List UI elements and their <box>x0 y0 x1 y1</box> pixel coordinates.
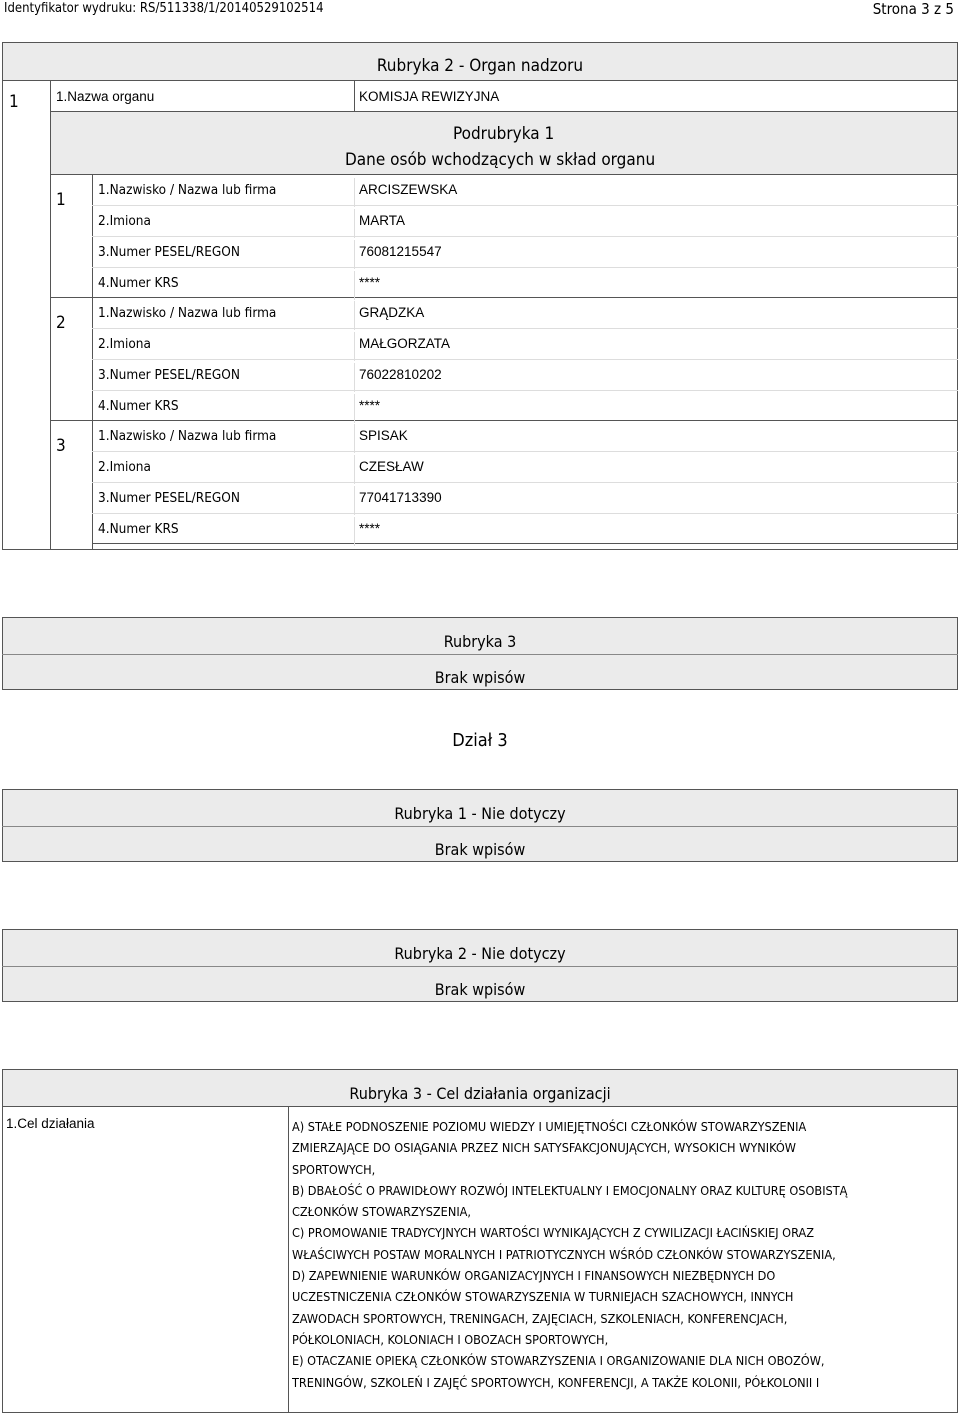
organ-nadzoru-title: Rubryka 2 - Organ nadzoru <box>376 56 584 76</box>
person-field-value: 76081215547 <box>359 244 442 259</box>
print-header <box>0 0 960 18</box>
cel-dzialania-line: CZŁONKÓW STOWARZYSZENIA, <box>292 1204 471 1220</box>
person-field-label: 2.Imiona <box>98 336 151 352</box>
page-number: Strona 3 z 5 <box>872 0 954 18</box>
dzial3-rubryka1-empty: Brak wpisów <box>434 840 526 859</box>
person-field-label: 1.Nazwisko / Nazwa lub firma <box>98 305 277 321</box>
person-field-label: 4.Numer KRS <box>98 275 179 291</box>
person-field-value: ARCISZEWSKA <box>359 182 458 197</box>
cel-dzialania-line: C) PROMOWANIE TRADYCYJNYCH WARTOŚCI WYNIKAJĄCYCH Z CYWILIZACJI ŁACIŃSKIEJ ORAZ <box>292 1225 814 1241</box>
cel-dzialania-label: 1.Cel działania <box>6 1116 95 1131</box>
cel-dzialania-line: ZAWODACH SPORTOWYCH, TRENINGACH, ZAJĘCIACH, SZKOLENIACH, KONFERENCJACH, <box>292 1310 788 1326</box>
cel-dzialania-line: UCZESTNICZENIA CZŁONKÓW STOWARZYSZENIA W TURNIEJACH SZACHOWYCH, INNYCH <box>292 1289 794 1305</box>
person-number: 1 <box>56 190 66 210</box>
cel-dzialania-line: PÓŁKOLONIACH, KOLONIACH I OBOZACH SPORTOWYCH, <box>292 1331 609 1347</box>
person-field-label: 1.Nazwisko / Nazwa lub firma <box>98 428 277 444</box>
dzial3-rubryka2-empty: Brak wpisów <box>434 980 526 999</box>
dzial-3-title: Dział 3 <box>452 730 508 751</box>
person-field-value: **** <box>359 275 381 290</box>
organ-name-value: KOMISJA REWIZYJNA <box>359 89 500 104</box>
cel-dzialania-line: A) STAŁE PODNOSZENIE POZIOMU WIEDZY I UMIEJĘTNOŚCI CZŁONKÓW STOWARZYSZENIA <box>292 1119 807 1134</box>
person-field-label: 3.Numer PESEL/REGON <box>98 490 240 506</box>
cel-dzialania-line: E) OTACZANIE OPIEKĄ CZŁONKÓW STOWARZYSZENIA I ORGANIZOWANIE DLA NICH OBOZÓW, <box>292 1353 825 1369</box>
person-field-label: 3.Numer PESEL/REGON <box>98 367 240 383</box>
person-field-label: 2.Imiona <box>98 459 151 475</box>
person-field-value: **** <box>359 521 381 536</box>
cel-dzialania-line: D) ZAPEWNIENIE WARUNKÓW ORGANIZACYJNYCH I FINANSOWYCH NIEZBĘDNYCH DO <box>292 1268 776 1284</box>
cel-dzialania-line: ZMIERZAJĄCE DO OSIĄGANIA PRZEZ NICH SATYSFAKCJONUJĄCYCH, WYSOKICH WYNIKÓW <box>292 1140 796 1156</box>
person-field-label: 4.Numer KRS <box>98 398 179 414</box>
person-field-label: 2.Imiona <box>98 213 151 229</box>
podrubryka-title: Podrubryka 1 <box>453 124 555 144</box>
organ-name-label: 1.Nazwa organu <box>56 89 155 104</box>
person-field-value: 77041713390 <box>359 490 442 505</box>
cel-dzialania-line: WŁAŚCIWYCH POSTAW MORALNYCH I PATRIOTYCZNYCH WŚRÓD CZŁONKÓW STOWARZYSZENIA, <box>292 1246 836 1262</box>
person-field-label: 3.Numer PESEL/REGON <box>98 244 240 260</box>
person-field-value: GRĄDZKA <box>359 305 425 320</box>
rubryka-3-empty: Brak wpisów <box>434 668 526 687</box>
person-field-value: MAŁGORZATA <box>359 336 451 351</box>
dzial3-rubryka2-title: Rubryka 2 - Nie dotyczy <box>394 944 566 963</box>
dzial3-rubryka3-title: Rubryka 3 - Cel działania organizacji <box>349 1084 611 1103</box>
print-identifier: Identyfikator wydruku: RS/511338/1/20140529102514 <box>4 1 324 16</box>
cel-dzialania-text <box>292 1116 942 1393</box>
person-field-value: SPISAK <box>359 428 408 443</box>
podrubryka-subtitle: Dane osób wchodzących w skład organu <box>345 150 656 170</box>
cel-dzialania-line: TRENINGÓW, SZKOLEŃ I ZAJĘĆ SPORTOWYCH, KONFERENCJI, A TAKŻE KOLONII, PÓŁKOLONII I <box>292 1374 820 1390</box>
person-field-label: 1.Nazwisko / Nazwa lub firma <box>98 182 277 198</box>
person-number: 3 <box>56 436 66 456</box>
person-field-label: 4.Numer KRS <box>98 521 179 537</box>
person-field-value: MARTA <box>359 213 406 228</box>
rubryka-3-title: Rubryka 3 <box>443 632 517 651</box>
person-field-value: 76022810202 <box>359 367 442 382</box>
person-number: 2 <box>56 313 66 333</box>
dzial3-rubryka1-title: Rubryka 1 - Nie dotyczy <box>394 804 566 823</box>
person-field-value: CZESŁAW <box>359 459 424 474</box>
organ-row-number: 1 <box>9 92 19 112</box>
cel-dzialania-line: B) DBAŁOŚĆ O PRAWIDŁOWY ROZWÓJ INTELEKTUALNY I EMOCJONALNY ORAZ KULTURĘ OSOBISTĄ <box>292 1182 848 1198</box>
cel-dzialania-line: SPORTOWYCH, <box>292 1161 376 1177</box>
person-field-value: **** <box>359 398 381 413</box>
